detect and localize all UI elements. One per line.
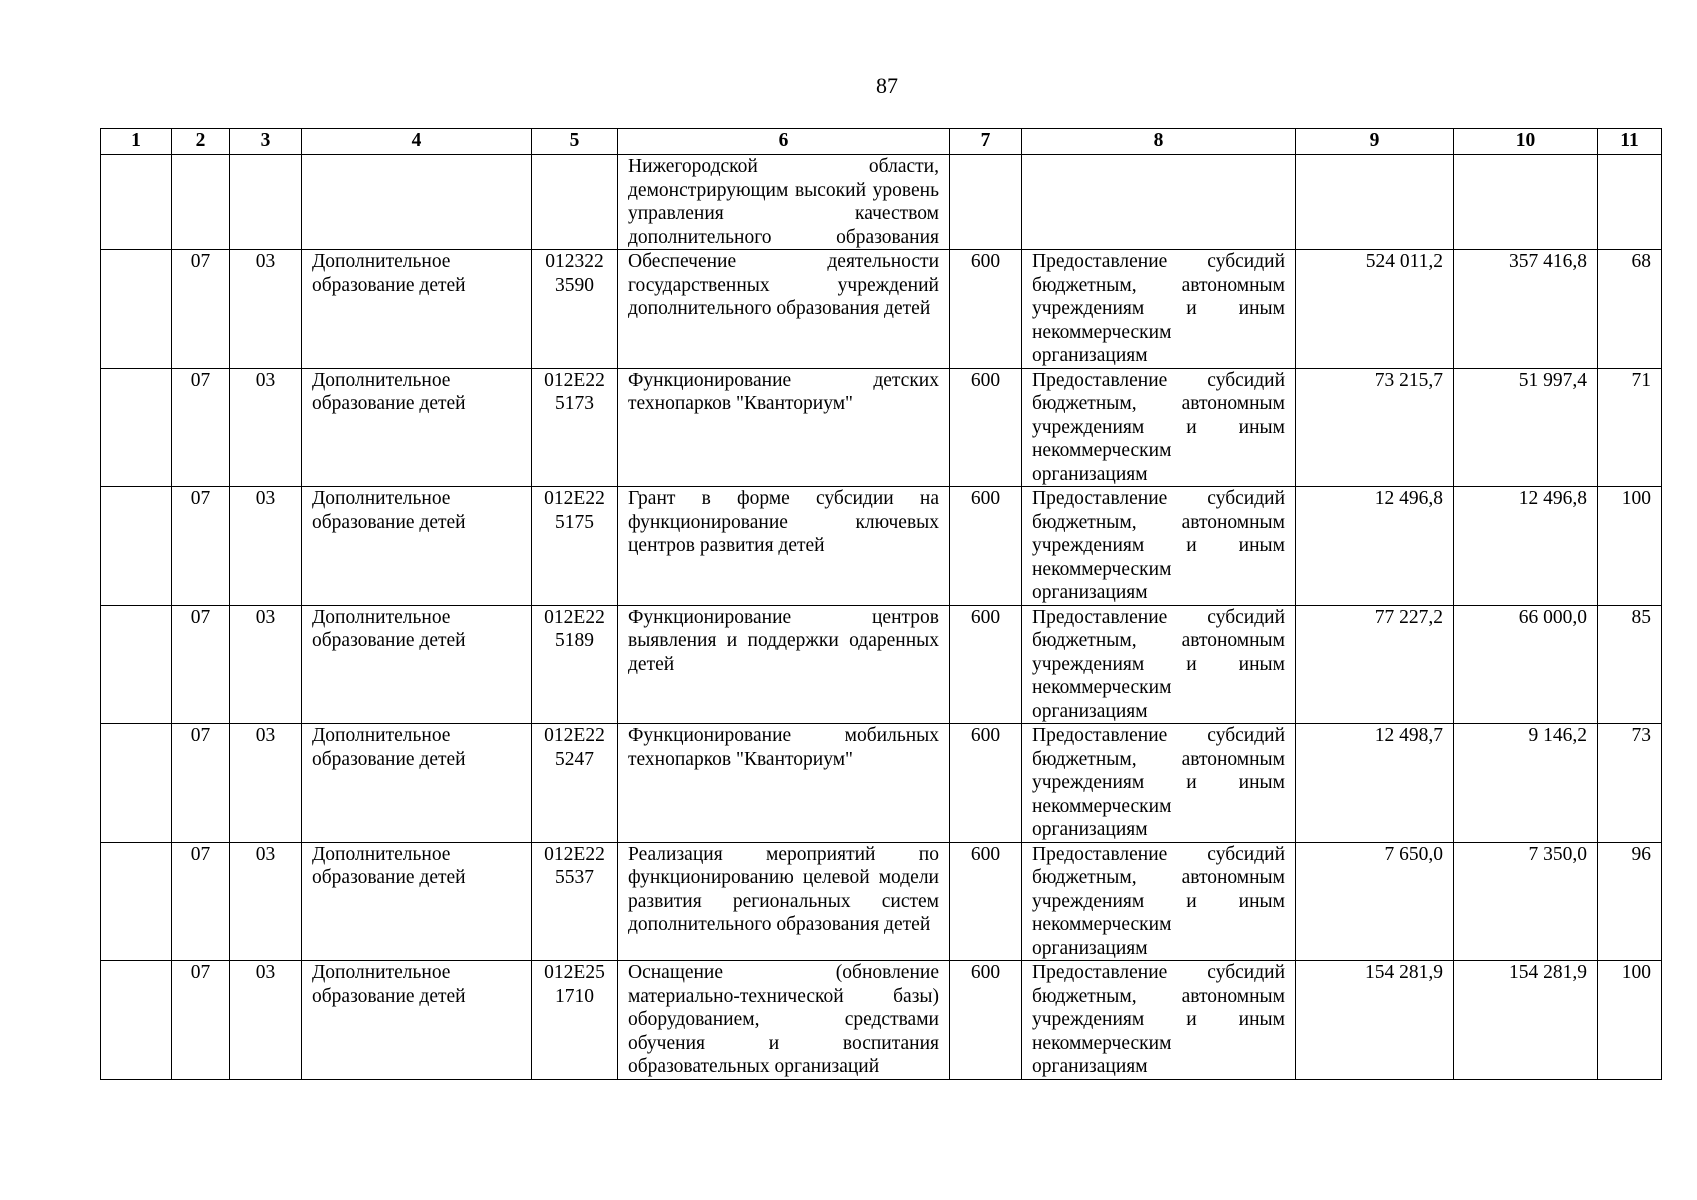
cell-description: Оснащение (обновление материально-технической базы) оборудованием, средствами обучения и воспитания образовательных организаций — [618, 961, 950, 1080]
cell-expense-type: 600 — [950, 842, 1022, 961]
header-cell: 10 — [1454, 129, 1598, 155]
cell-percent: 71 — [1598, 368, 1662, 487]
target-code-line: 012322 — [545, 251, 604, 272]
cell-approved-amount: 154 281,9 — [1296, 961, 1454, 1080]
cell-empty — [101, 487, 172, 606]
header-cell: 6 — [618, 129, 950, 155]
cell-subsection: 03 — [230, 842, 302, 961]
target-code-line: 5175 — [555, 511, 594, 533]
table-row — [101, 842, 1662, 961]
table-row — [101, 605, 1662, 724]
cell-subsection: 03 — [230, 961, 302, 1080]
cell-description: Нижегородской области, демонстрирующим высокий уровень управления качеством дополнительного образования — [618, 155, 950, 250]
cell-section: 07 — [172, 487, 230, 606]
cell-executed-amount: 7 350,0 — [1454, 842, 1598, 961]
table-row — [101, 724, 1662, 843]
cell-section: 07 — [172, 250, 230, 369]
cell-expense-type-name: Предоставление субсидий бюджетным, автономным учреждениям и иным некоммерческим организациям — [1022, 368, 1296, 487]
cell-section-name: Дополнительное образование детей — [302, 961, 532, 1080]
header-cell: 3 — [230, 129, 302, 155]
target-code-line: 012E22 — [544, 843, 605, 865]
header-cell: 9 — [1296, 129, 1454, 155]
cell-section-name: Дополнительное образование детей — [302, 487, 532, 606]
cell-expense-type: 600 — [950, 724, 1022, 843]
target-code-line: 3590 — [555, 274, 594, 296]
header-cell: 7 — [950, 129, 1022, 155]
target-code-line: 1710 — [555, 985, 594, 1007]
cell-empty — [230, 155, 302, 250]
cell-description: Функционирование центров выявления и поддержки одаренных детей — [618, 605, 950, 724]
cell-percent: 68 — [1598, 250, 1662, 369]
cell-target-code — [532, 605, 618, 724]
cell-description: Обеспечение деятельности государственных учреждений дополнительного образования детей — [618, 250, 950, 369]
cell-empty — [950, 155, 1022, 250]
cell-empty — [1296, 155, 1454, 250]
cell-empty — [1022, 155, 1296, 250]
target-code-line: 012E22 — [544, 725, 605, 746]
cell-empty — [172, 155, 230, 250]
cell-empty — [1598, 155, 1662, 250]
table-row — [101, 368, 1662, 487]
cell-target-code — [532, 961, 618, 1080]
target-code-line: 5189 — [555, 630, 594, 651]
cell-section: 07 — [172, 842, 230, 961]
header-row — [101, 129, 1662, 155]
cell-approved-amount: 12 496,8 — [1296, 487, 1454, 606]
page-number: 87 — [876, 73, 898, 98]
cell-percent: 73 — [1598, 724, 1662, 843]
cell-empty — [101, 605, 172, 724]
cell-expense-type-name: Предоставление субсидий бюджетным, автономным учреждениям и иным некоммерческим организациям — [1022, 487, 1296, 606]
cell-description: Функционирование детских технопарков "Кванториум" — [618, 368, 950, 487]
target-code-line: 012E22 — [544, 369, 605, 391]
target-code-line: 5247 — [555, 748, 594, 770]
target-code-line: 5173 — [555, 393, 594, 414]
cell-description: Реализация мероприятий по функционированию целевой модели развития региональных систем дополнительного образования детей — [618, 842, 950, 961]
cell-empty — [532, 155, 618, 250]
cell-description: Функционирование мобильных технопарков "Кванториум" — [618, 724, 950, 843]
cell-approved-amount: 12 498,7 — [1296, 724, 1454, 843]
cell-target-code — [532, 250, 618, 369]
table-row — [101, 250, 1662, 369]
cell-expense-type-name: Предоставление субсидий бюджетным, автономным учреждениям и иным некоммерческим организациям — [1022, 961, 1296, 1080]
table-row — [101, 961, 1662, 1080]
cell-executed-amount: 154 281,9 — [1454, 961, 1598, 1080]
cell-executed-amount: 12 496,8 — [1454, 487, 1598, 606]
cell-target-code — [532, 368, 618, 487]
cell-percent: 96 — [1598, 842, 1662, 961]
cell-empty — [101, 724, 172, 843]
cell-expense-type-name: Предоставление субсидий бюджетным, автономным учреждениям и иным некоммерческим организациям — [1022, 605, 1296, 724]
cell-expense-type: 600 — [950, 487, 1022, 606]
cell-approved-amount: 524 011,2 — [1296, 250, 1454, 369]
table-row — [101, 487, 1662, 606]
header-cell: 4 — [302, 129, 532, 155]
target-code-line: 5537 — [555, 867, 594, 888]
cell-subsection: 03 — [230, 250, 302, 369]
cell-executed-amount: 51 997,4 — [1454, 368, 1598, 487]
cell-target-code — [532, 842, 618, 961]
cell-empty — [101, 842, 172, 961]
target-code-line: 012E22 — [544, 488, 605, 509]
cell-section: 07 — [172, 605, 230, 724]
cell-approved-amount: 73 215,7 — [1296, 368, 1454, 487]
header-cell: 2 — [172, 129, 230, 155]
cell-expense-type: 600 — [950, 368, 1022, 487]
cell-approved-amount: 77 227,2 — [1296, 605, 1454, 724]
target-code-line: 012E22 — [544, 606, 605, 628]
cell-subsection: 03 — [230, 724, 302, 843]
cell-subsection: 03 — [230, 368, 302, 487]
cell-section-name: Дополнительное образование детей — [302, 250, 532, 369]
cell-section-name: Дополнительное образование детей — [302, 724, 532, 843]
cell-section-name: Дополнительное образование детей — [302, 368, 532, 487]
cell-target-code — [532, 487, 618, 606]
cell-subsection: 03 — [230, 487, 302, 606]
cell-empty — [101, 250, 172, 369]
cell-empty — [101, 155, 172, 250]
cell-empty — [101, 961, 172, 1080]
cell-target-code — [532, 724, 618, 843]
cell-description: Грант в форме субсидии на функционирование ключевых центров развития детей — [618, 487, 950, 606]
header-cell: 11 — [1598, 129, 1662, 155]
cell-empty — [302, 155, 532, 250]
budget-table — [100, 128, 1662, 1080]
cell-expense-type-name: Предоставление субсидий бюджетным, автономным учреждениям и иным некоммерческим организациям — [1022, 724, 1296, 843]
cell-section-name: Дополнительное образование детей — [302, 842, 532, 961]
cell-expense-type-name: Предоставление субсидий бюджетным, автономным учреждениям и иным некоммерческим организациям — [1022, 842, 1296, 961]
cell-empty — [1454, 155, 1598, 250]
cell-approved-amount: 7 650,0 — [1296, 842, 1454, 961]
cell-executed-amount: 9 146,2 — [1454, 724, 1598, 843]
cell-executed-amount: 357 416,8 — [1454, 250, 1598, 369]
cell-percent: 100 — [1598, 487, 1662, 606]
cell-expense-type: 600 — [950, 605, 1022, 724]
target-code-line: 012E25 — [544, 962, 605, 983]
cell-percent: 85 — [1598, 605, 1662, 724]
header-cell: 5 — [532, 129, 618, 155]
cell-executed-amount: 66 000,0 — [1454, 605, 1598, 724]
cell-expense-type: 600 — [950, 961, 1022, 1080]
cell-section: 07 — [172, 961, 230, 1080]
header-cell: 1 — [101, 129, 172, 155]
cell-section: 07 — [172, 368, 230, 487]
cell-expense-type-name: Предоставление субсидий бюджетным, автономным учреждениям и иным некоммерческим организациям — [1022, 250, 1296, 369]
cell-section: 07 — [172, 724, 230, 843]
cell-empty — [101, 368, 172, 487]
cell-percent: 100 — [1598, 961, 1662, 1080]
continuation-row — [101, 155, 1662, 250]
header-cell: 8 — [1022, 129, 1296, 155]
cell-section-name: Дополнительное образование детей — [302, 605, 532, 724]
cell-subsection: 03 — [230, 605, 302, 724]
cell-expense-type: 600 — [950, 250, 1022, 369]
